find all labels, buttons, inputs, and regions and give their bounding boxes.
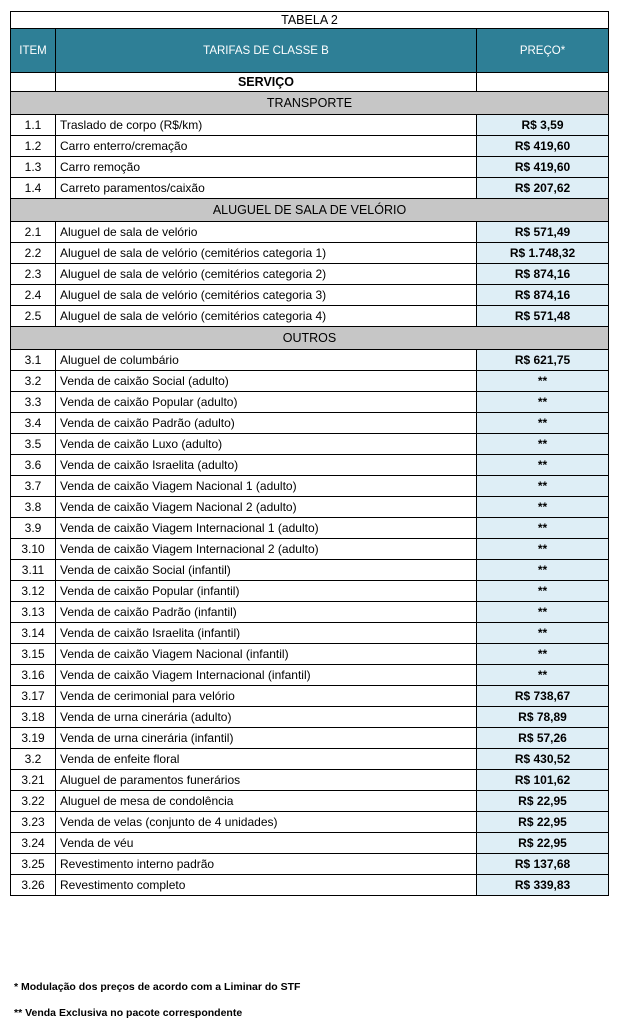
item-price: R$ 430,52 [477, 749, 609, 770]
column-header-description: TARIFAS DE CLASSE B [56, 29, 477, 73]
item-number: 3.18 [11, 707, 56, 728]
item-number: 3.13 [11, 602, 56, 623]
item-number: 3.6 [11, 455, 56, 476]
item-description: Venda de caixão Viagem Nacional (infantil) [56, 644, 477, 665]
item-description: Aluguel de sala de velório (cemitérios categoria 4) [56, 306, 477, 327]
item-description: Aluguel de columbário [56, 350, 477, 371]
item-number: 3.5 [11, 434, 56, 455]
item-description: Venda de caixão Viagem Nacional 2 (adulto) [56, 497, 477, 518]
table-row [11, 581, 609, 602]
item-description: Aluguel de sala de velório [56, 222, 477, 243]
item-description: Venda de caixão Padrão (infantil) [56, 602, 477, 623]
item-description: Venda de caixão Padrão (adulto) [56, 413, 477, 434]
item-number: 3.16 [11, 665, 56, 686]
section-title: OUTROS [11, 327, 609, 350]
table-row [11, 222, 609, 243]
table-row [11, 665, 609, 686]
table-row [11, 791, 609, 812]
item-number: 3.14 [11, 623, 56, 644]
table-title-row [11, 12, 609, 29]
item-price: R$ 621,75 [477, 350, 609, 371]
table-row [11, 178, 609, 199]
item-description: Venda de caixão Luxo (adulto) [56, 434, 477, 455]
item-description: Revestimento completo [56, 875, 477, 896]
item-number: 2.4 [11, 285, 56, 306]
item-price: R$ 1.748,32 [477, 243, 609, 264]
item-number: 3.17 [11, 686, 56, 707]
service-row-empty-item [11, 73, 56, 92]
item-number: 3.12 [11, 581, 56, 602]
item-price: R$ 571,49 [477, 222, 609, 243]
item-price: ** [477, 434, 609, 455]
item-description: Venda de caixão Social (adulto) [56, 371, 477, 392]
item-price: ** [477, 371, 609, 392]
table-row [11, 285, 609, 306]
item-description: Venda de urna cinerária (infantil) [56, 728, 477, 749]
column-header-price: PREÇO* [477, 29, 609, 73]
item-number: 2.3 [11, 264, 56, 285]
item-description: Aluguel de sala de velório (cemitérios categoria 3) [56, 285, 477, 306]
table-row [11, 243, 609, 264]
item-price: ** [477, 413, 609, 434]
table-row [11, 115, 609, 136]
item-description: Venda de caixão Israelita (adulto) [56, 455, 477, 476]
table-row [11, 306, 609, 327]
table-row [11, 518, 609, 539]
item-description: Aluguel de sala de velório (cemitérios categoria 2) [56, 264, 477, 285]
item-description: Venda de caixão Viagem Internacional 2 (adulto) [56, 539, 477, 560]
item-price: ** [477, 497, 609, 518]
item-price: ** [477, 560, 609, 581]
table-row [11, 854, 609, 875]
item-price: R$ 419,60 [477, 136, 609, 157]
service-row-empty-price [477, 73, 609, 92]
item-number: 3.25 [11, 854, 56, 875]
item-number: 2.2 [11, 243, 56, 264]
item-description: Venda de caixão Popular (adulto) [56, 392, 477, 413]
item-price: R$ 101,62 [477, 770, 609, 791]
item-price: ** [477, 644, 609, 665]
item-number: 3.4 [11, 413, 56, 434]
table-row [11, 371, 609, 392]
item-price: R$ 137,68 [477, 854, 609, 875]
table-row [11, 833, 609, 854]
table-row [11, 136, 609, 157]
item-price: R$ 22,95 [477, 833, 609, 854]
table-row [11, 623, 609, 644]
item-number: 2.5 [11, 306, 56, 327]
item-price: R$ 874,16 [477, 285, 609, 306]
item-number: 3.24 [11, 833, 56, 854]
item-number: 3.26 [11, 875, 56, 896]
item-number: 3.23 [11, 812, 56, 833]
table-row [11, 157, 609, 178]
table-row [11, 749, 609, 770]
item-description: Carro remoção [56, 157, 477, 178]
footnote-price-modulation: * Modulação dos preços de acordo com a Liminar do STF [14, 981, 301, 993]
item-description: Aluguel de mesa de condolência [56, 791, 477, 812]
item-number: 3.7 [11, 476, 56, 497]
item-number: 1.3 [11, 157, 56, 178]
table-row [11, 350, 609, 371]
item-description: Aluguel de paramentos funerários [56, 770, 477, 791]
item-number: 3.2 [11, 371, 56, 392]
section-title: TRANSPORTE [11, 92, 609, 115]
table-row [11, 707, 609, 728]
service-row [11, 73, 609, 92]
column-header-row [11, 29, 609, 73]
item-description: Venda de enfeite floral [56, 749, 477, 770]
item-description: Aluguel de sala de velório (cemitérios categoria 1) [56, 243, 477, 264]
table-row [11, 560, 609, 581]
table-row [11, 812, 609, 833]
item-number: 3.22 [11, 791, 56, 812]
table-row [11, 392, 609, 413]
item-price: R$ 57,26 [477, 728, 609, 749]
item-price: R$ 874,16 [477, 264, 609, 285]
section-header-row [11, 92, 609, 115]
service-label: SERVIÇO [56, 73, 477, 92]
item-number: 2.1 [11, 222, 56, 243]
item-description: Venda de véu [56, 833, 477, 854]
item-price: R$ 78,89 [477, 707, 609, 728]
item-description: Venda de urna cinerária (adulto) [56, 707, 477, 728]
item-price: ** [477, 581, 609, 602]
item-price: R$ 571,48 [477, 306, 609, 327]
tariff-table [10, 11, 609, 896]
item-description: Venda de caixão Viagem Internacional 1 (adulto) [56, 518, 477, 539]
item-number: 3.11 [11, 560, 56, 581]
table-row [11, 644, 609, 665]
table-row [11, 264, 609, 285]
item-price: ** [477, 665, 609, 686]
table-row [11, 602, 609, 623]
section-header-row [11, 199, 609, 222]
section-title: ALUGUEL DE SALA DE VELÓRIO [11, 199, 609, 222]
item-description: Venda de caixão Popular (infantil) [56, 581, 477, 602]
table-row [11, 434, 609, 455]
item-price: R$ 22,95 [477, 812, 609, 833]
section-header-row [11, 327, 609, 350]
item-number: 3.15 [11, 644, 56, 665]
tariff-table-body [11, 12, 609, 896]
item-number: 3.2 [11, 749, 56, 770]
table-title: TABELA 2 [11, 12, 609, 29]
table-row [11, 539, 609, 560]
item-number: 3.21 [11, 770, 56, 791]
table-row [11, 497, 609, 518]
item-price: ** [477, 392, 609, 413]
item-price: ** [477, 623, 609, 644]
item-number: 3.1 [11, 350, 56, 371]
item-price: R$ 3,59 [477, 115, 609, 136]
table-row [11, 455, 609, 476]
footnote-exclusive-sale: ** Venda Exclusiva no pacote correspondente [14, 1007, 243, 1019]
item-price: R$ 339,83 [477, 875, 609, 896]
item-number: 3.9 [11, 518, 56, 539]
item-number: 1.4 [11, 178, 56, 199]
item-price: ** [477, 602, 609, 623]
table-row [11, 770, 609, 791]
item-description: Venda de caixão Viagem Internacional (infantil) [56, 665, 477, 686]
item-description: Venda de velas (conjunto de 4 unidades) [56, 812, 477, 833]
item-number: 3.8 [11, 497, 56, 518]
table-row [11, 413, 609, 434]
table-row [11, 728, 609, 749]
item-description: Revestimento interno padrão [56, 854, 477, 875]
item-price: R$ 207,62 [477, 178, 609, 199]
item-description: Venda de caixão Social (infantil) [56, 560, 477, 581]
item-price: ** [477, 455, 609, 476]
item-number: 3.19 [11, 728, 56, 749]
item-description: Venda de caixão Viagem Nacional 1 (adulto) [56, 476, 477, 497]
item-description: Venda de cerimonial para velório [56, 686, 477, 707]
table-row [11, 686, 609, 707]
item-description: Traslado de corpo (R$/km) [56, 115, 477, 136]
item-number: 1.2 [11, 136, 56, 157]
item-description: Carreto paramentos/caixão [56, 178, 477, 199]
item-price: R$ 738,67 [477, 686, 609, 707]
item-number: 1.1 [11, 115, 56, 136]
item-price: ** [477, 539, 609, 560]
item-price: ** [477, 518, 609, 539]
column-header-item: ITEM [11, 29, 56, 73]
item-price: R$ 419,60 [477, 157, 609, 178]
item-number: 3.3 [11, 392, 56, 413]
item-price: R$ 22,95 [477, 791, 609, 812]
item-price: ** [477, 476, 609, 497]
item-description: Carro enterro/cremação [56, 136, 477, 157]
table-row [11, 476, 609, 497]
table-row [11, 875, 609, 896]
item-number: 3.10 [11, 539, 56, 560]
item-description: Venda de caixão Israelita (infantil) [56, 623, 477, 644]
